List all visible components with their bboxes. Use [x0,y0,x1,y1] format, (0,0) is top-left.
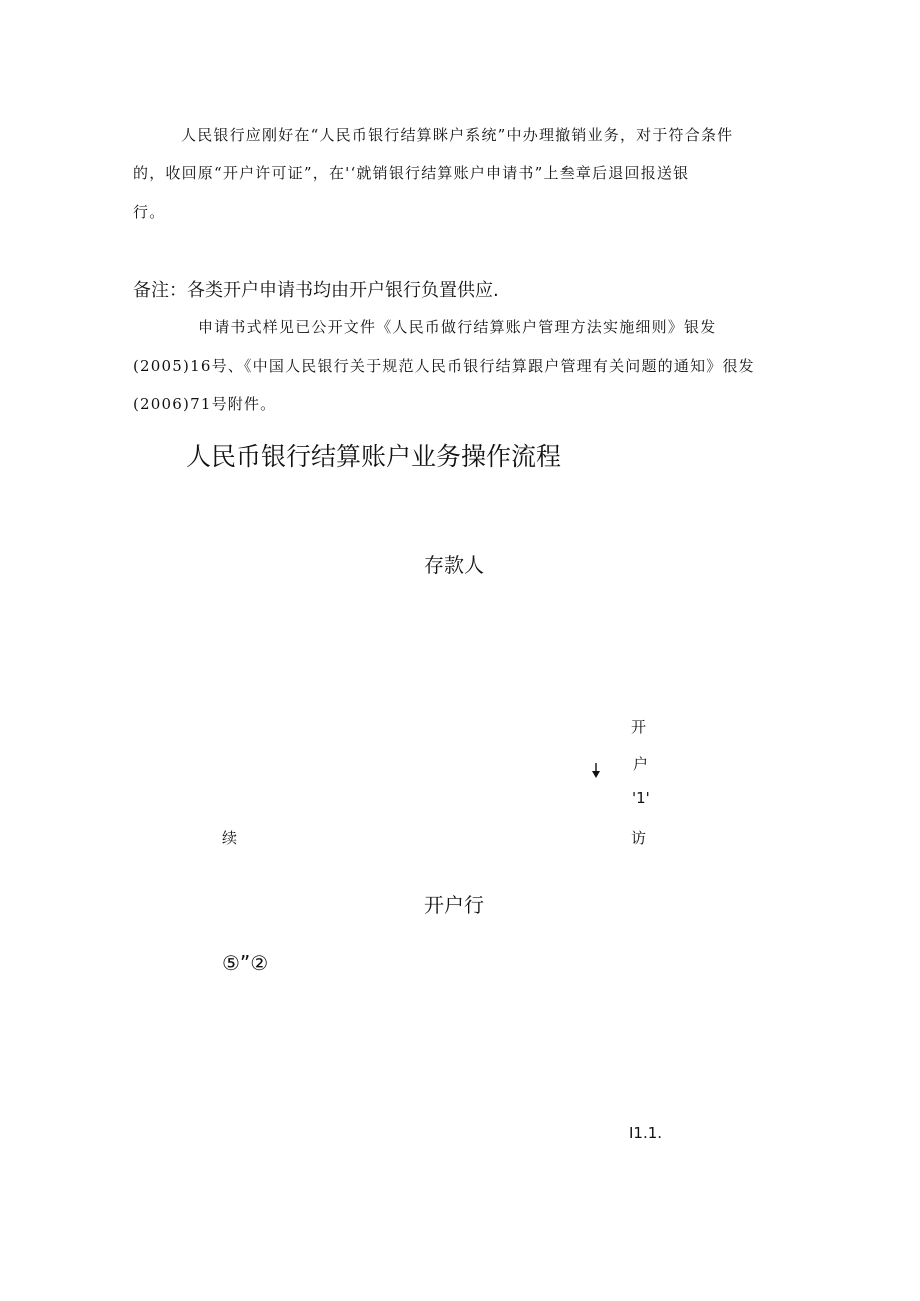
depositor-node: 存款人 [424,553,484,577]
left-flow-label: 续 [222,829,238,847]
vertical-char-1: 开 [631,718,647,736]
bank-node: 开户行 [424,893,484,917]
vertical-char-3: '1' [632,789,650,807]
paragraph2-line1: 申请书式样见已公开文件《人民币做行结算账户管理方法实施细则》银发 [198,318,717,336]
paragraph2-line3: (2006)71号附件。 [133,395,277,413]
vertical-char-4: 访 [631,829,647,847]
flow-steps-label: ⑤”② [222,951,269,975]
paragraph1-line2: 的，收回原“开户许可证”，在'‘就销银行结算账户申请书”上叁章后退回报送银 [133,164,690,182]
arrow-down-icon [591,763,601,779]
flow-title: 人民币银行结算账户业务操作流程 [186,442,562,471]
paragraph1-line1: 人民银行应刚好在“人民币银行结算眯户系统”中办理撤销业务，对于符合条件 [181,126,734,144]
bottom-flow-label: I1.1. [629,1124,663,1142]
paragraph1-line3: 行。 [133,203,166,221]
paragraph2-line2: (2005)16号、《中国人民银行关于规范人民币银行结算跟户管理有关问题的通知》很发 [133,357,755,375]
note-label: 备注：各类开户申请书均由开户银行负置供应. [133,280,499,301]
vertical-char-2: 户 [633,755,649,773]
